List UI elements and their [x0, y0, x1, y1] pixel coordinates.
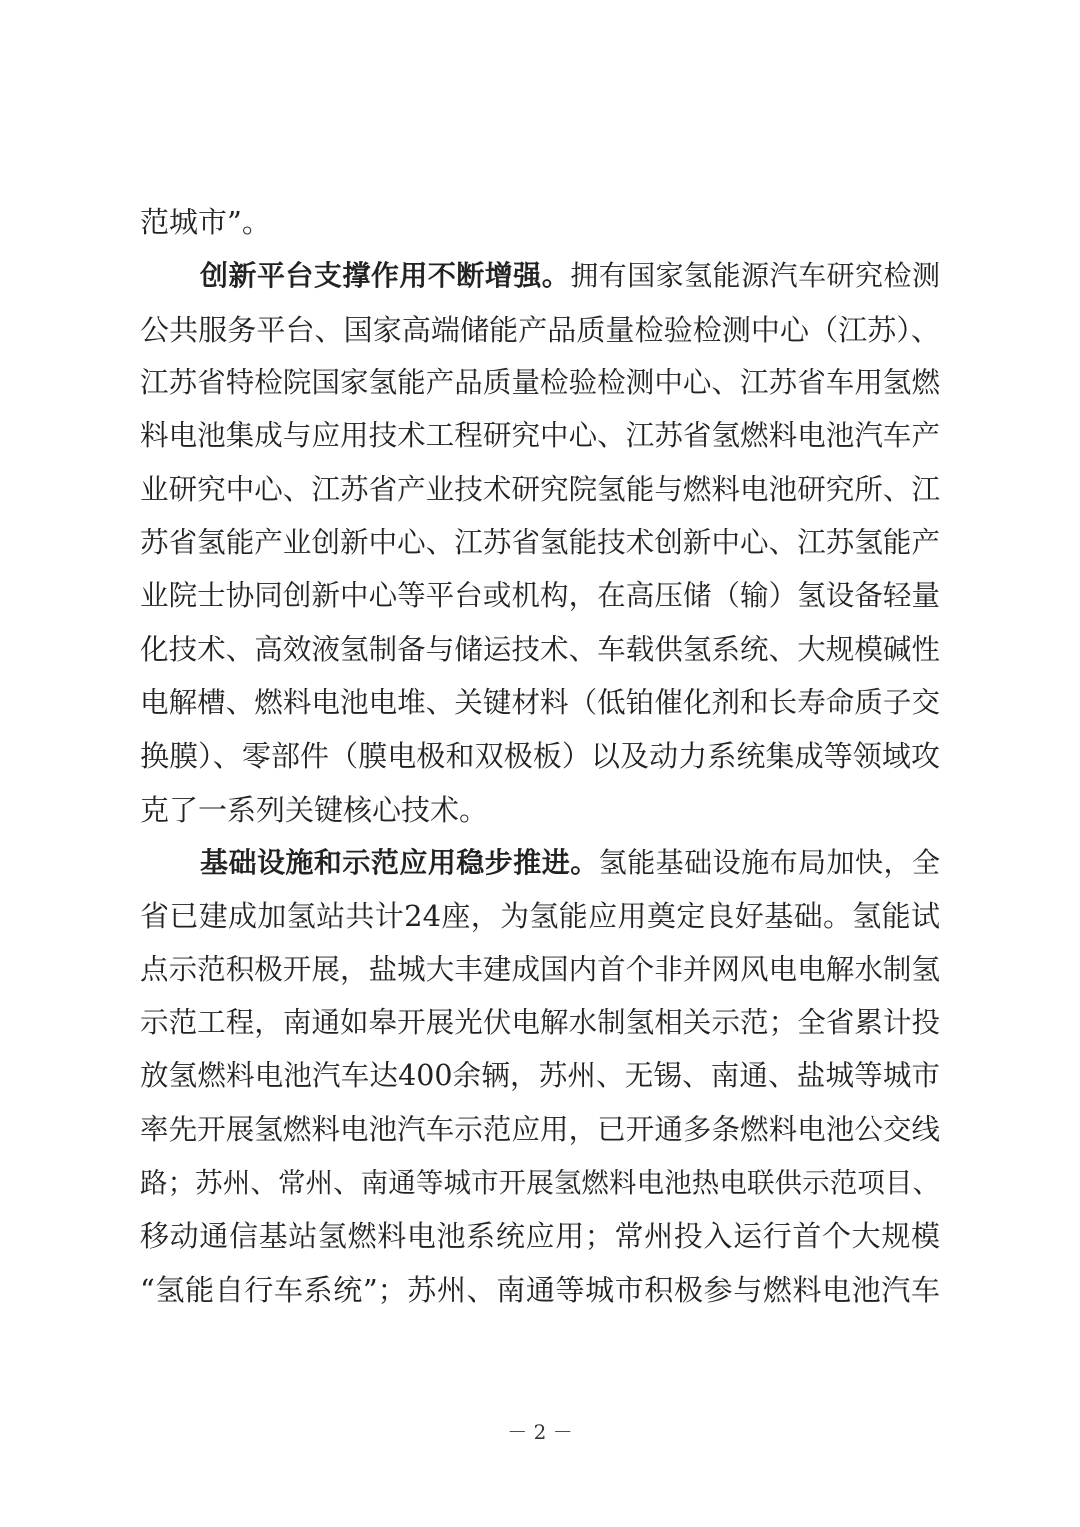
text-line-6: [140, 470, 940, 510]
line-text: 换膜）、零部件（膜电极和双极板）以及动力系统集成等领域攻: [140, 739, 940, 773]
text-line-5: [140, 416, 940, 456]
text-line-2: [200, 256, 940, 296]
line-text: 公共服务平台、国家高端储能产品质量检验检测中心（江苏）、: [140, 313, 940, 347]
line-text: 业研究中心、江苏省产业技术研究院氢能与燃料电池研究所、江: [140, 473, 940, 506]
text-line-11: [140, 736, 940, 776]
line-text: 苏省氢能产业创新中心、江苏省氢能技术创新中心、江苏氢能产: [140, 526, 940, 559]
line-text: 料电池集成与应用技术工程研究中心、江苏省氢燃料电池汽车产: [140, 419, 940, 452]
line-text: 电解槽、燃料电池电堆、关键材料（低铂催化剂和长寿命质子交: [140, 686, 940, 719]
line-text: 率先开展氢燃料电池汽车示范应用，已开通多条燃料电池公交线: [140, 1113, 940, 1146]
line-text: 氢能基础设施布局加快，全: [598, 846, 940, 879]
text-line-13: [200, 843, 940, 883]
line-text: 范城市”。: [140, 205, 271, 239]
text-line-4: [140, 363, 940, 403]
text-line-12: [140, 790, 940, 830]
text-line-20: [140, 1216, 940, 1256]
line-text: 业院士协同创新中心等平台或机构，在高压储（输）氢设备轻量: [140, 579, 940, 612]
line-text: 点示范积极开展，盐城大丰建成国内首个非并网风电电解水制氢: [140, 953, 940, 986]
text-line-21: [140, 1270, 940, 1310]
section-heading-innovation-platform: 创新平台支撑作用不断增强。: [200, 259, 571, 292]
line-text: 克了一系列关键核心技术。: [140, 793, 489, 827]
line-text: 省已建成加氢站共计24座，为氢能应用奠定良好基础。氢能试: [140, 899, 940, 933]
page-number: － 2 －: [507, 1420, 573, 1444]
text-line-15: [140, 950, 940, 990]
text-line-19: [140, 1163, 940, 1203]
text-line-1: [140, 202, 940, 242]
text-line-10: [140, 683, 940, 723]
section-heading-infrastructure: 基础设施和示范应用稳步推进。: [200, 846, 599, 879]
line-text: 放氢燃料电池汽车达400余辆，苏州、无锡、南通、盐城等城市: [140, 1059, 940, 1092]
line-text: 化技术、高效液氢制备与储运技术、车载供氢系统、大规模碱性: [140, 633, 940, 666]
text-line-8: [140, 576, 940, 616]
text-line-9: [140, 630, 940, 670]
line-text: 拥有国家氢能源汽车研究检测: [570, 259, 940, 292]
text-line-17: [140, 1056, 940, 1096]
text-line-16: [140, 1003, 940, 1043]
line-text: 江苏省特检院国家氢能产品质量检验检测中心、江苏省车用氢燃: [140, 366, 940, 399]
line-text: 移动通信基站氢燃料电池系统应用；常州投入运行首个大规模: [140, 1219, 940, 1253]
line-text: 示范工程，南通如皋开展光伏电解水制氢相关示范；全省累计投: [140, 1006, 940, 1039]
text-line-3: [140, 310, 940, 350]
line-text: 路；苏州、常州、南通等城市开展氢燃料电池热电联供示范项目、: [140, 1167, 940, 1199]
text-line-7: [140, 523, 940, 563]
text-line-18: [140, 1110, 940, 1150]
line-text: “氢能自行车系统”；苏州、南通等城市积极参与燃料电池汽车: [140, 1273, 940, 1307]
text-line-14: [140, 896, 940, 936]
